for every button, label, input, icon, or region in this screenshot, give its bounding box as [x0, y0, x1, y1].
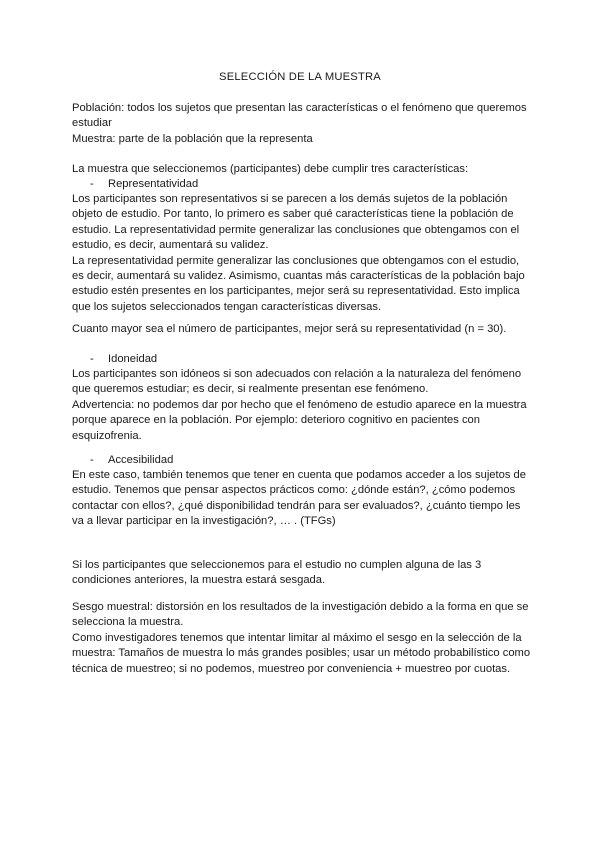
bullet-accesibilidad [90, 453, 173, 468]
text-line: En este caso, también tenemos que tener en cuenta que podamos acceder a los sujetos de [72, 469, 527, 481]
sample-size-note [72, 322, 534, 337]
bullet-heading: Idoneidad [108, 353, 158, 365]
text-line: estudio. La representatividad permite generalizar las conclusiones que obtengamos con el [72, 223, 520, 236]
text-line: esquizofrenia. [72, 429, 142, 442]
conclusion-paragraph [72, 558, 534, 589]
page-title: SELECCIÓN DE LA MUESTRA [219, 71, 381, 83]
text-line: muestra: Tamaños de muestra lo más grandes posibles; usar un método probabilístico como [72, 647, 531, 660]
bullet-heading: Representatividad [108, 178, 199, 190]
representatividad-paragraph [72, 192, 534, 315]
sesgo-paragraph [72, 600, 534, 677]
text-line: porque aparece en la población. Por ejemplo: deterioro cognitivo en pacientes con [72, 414, 480, 427]
text-line: es decir, aumentará su validez. Asimismo, cuantas más características de la población bajo [72, 270, 525, 283]
text-line: Si los participantes que seleccionemos para el estudio no cumplen alguna de las 3 [72, 559, 482, 571]
idoneidad-paragraph [72, 367, 534, 444]
text-line: que los sujetos seleccionados tengan características diversas. [72, 300, 382, 313]
bullet-dash: - [90, 454, 94, 466]
text-line: Los participantes son idóneos si son adecuados con relación a la naturaleza del fenómeno [72, 368, 522, 380]
text-line: técnica de muestreo; si no podemos, muestreo por conveniencia + muestreo por cuotas. [72, 662, 511, 675]
text-line: estudio estén presentes en los participantes, mejor será su representatividad. Esto implica [72, 285, 520, 298]
text-line: estudio, es decir, aumentará su validez. [72, 239, 269, 252]
bullet-dash: - [90, 353, 94, 365]
bullet-representatividad [90, 177, 198, 192]
text-line: estudio. Tenemos que pensar aspectos prácticos como: ¿dónde están?, ¿cómo podemos [72, 484, 516, 497]
text-line: Sesgo muestral: distorsión en los resultados de la investigación debido a la forma en que se [72, 601, 529, 613]
text-line: que queremos estudiar; es decir, si realmente presentan ese fenómeno. [72, 383, 429, 396]
intro-paragraph [72, 162, 534, 177]
definitions-paragraph [72, 101, 534, 147]
text-line: selecciona la muestra. [72, 616, 184, 629]
bullet-heading: Accesibilidad [108, 454, 174, 466]
bullet-dash: - [90, 178, 94, 190]
text-line: objeto de estudio. Por tanto, lo primero es saber qué características tiene la población de [72, 208, 514, 221]
text-line: condiciones anteriores, la muestra estará sesgada. [72, 574, 326, 587]
text-line: Muestra: parte de la población que la representa [72, 132, 313, 145]
text-line: Los participantes son representativos si se parecen a los demás sujetos de la población [72, 193, 508, 205]
text-line: Población: todos los sujetos que presentan las características o el fenómeno que queremos [72, 102, 527, 114]
text-line: La representatividad permite generalizar las conclusiones que obtengamos con el estudio, [72, 254, 520, 267]
text-line: va a llevar participar en la investigación?, … . (TFGs) [72, 515, 336, 528]
text-line: La muestra que seleccionemos (participantes) debe cumplir tres características: [72, 163, 469, 175]
text-line: Cuanto mayor sea el número de participantes, mejor será su representatividad (n = 30). [72, 323, 507, 335]
text-line: Advertencia: no podemos dar por hecho que el fenómeno de estudio aparece en la muestra [72, 398, 527, 411]
text-line: estudiar [72, 117, 112, 130]
text-line: Como investigadores tenemos que intentar limitar al máximo el sesgo en la selección de la [72, 631, 522, 644]
bullet-idoneidad [90, 352, 157, 367]
accesibilidad-paragraph [72, 468, 534, 530]
text-line: contactar con ellos?, ¿qué disponibilidad tendrán para ser evaluados?, ¿cuánto tiempo les [72, 499, 521, 512]
